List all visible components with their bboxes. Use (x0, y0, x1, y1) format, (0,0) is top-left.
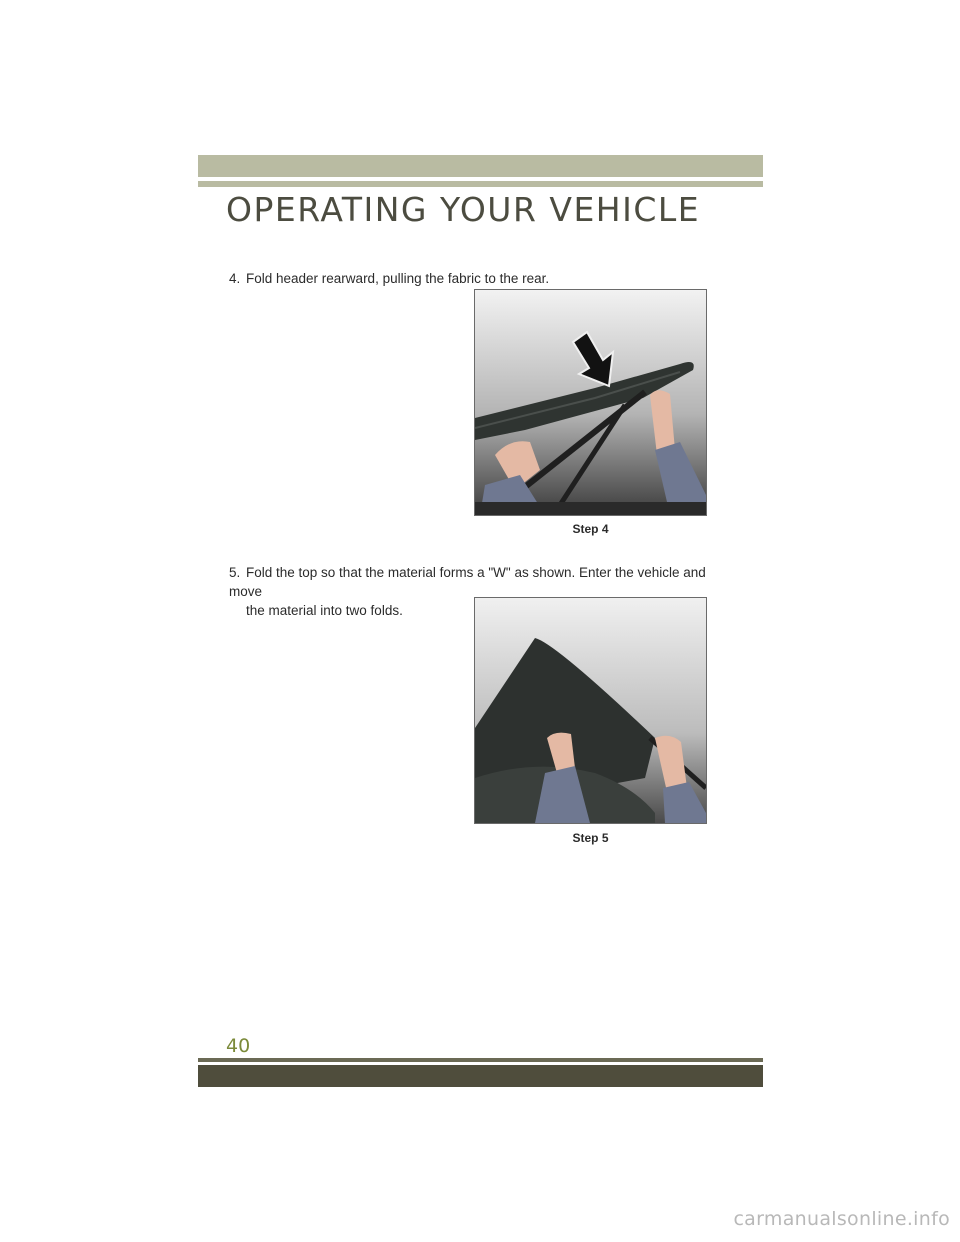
step-5-text-line-1: Fold the top so that the material forms a "W" as shown. Enter the vehicle and move (229, 565, 706, 599)
step-4-number: 4. (229, 271, 241, 286)
step-4-photo (474, 289, 707, 516)
step-5-photo (474, 597, 707, 824)
step-5-text-line-2: the material into two folds. (246, 603, 403, 618)
page-number: 40 (226, 1035, 251, 1057)
step-5-caption: Step 5 (572, 831, 609, 845)
step-4-text: Fold header rearward, pulling the fabric to the rear. (246, 271, 550, 286)
step-4-caption: Step 4 (572, 522, 609, 536)
footer-rule (198, 1058, 763, 1062)
step-4-instruction (229, 269, 739, 288)
header-rule (198, 181, 763, 187)
header-band (198, 155, 763, 177)
footer-band (198, 1065, 763, 1087)
section-title: OPERATING YOUR VEHICLE (226, 190, 701, 229)
site-watermark: carmanualsonline.info (733, 1208, 950, 1230)
step-5-number: 5. (229, 565, 241, 580)
